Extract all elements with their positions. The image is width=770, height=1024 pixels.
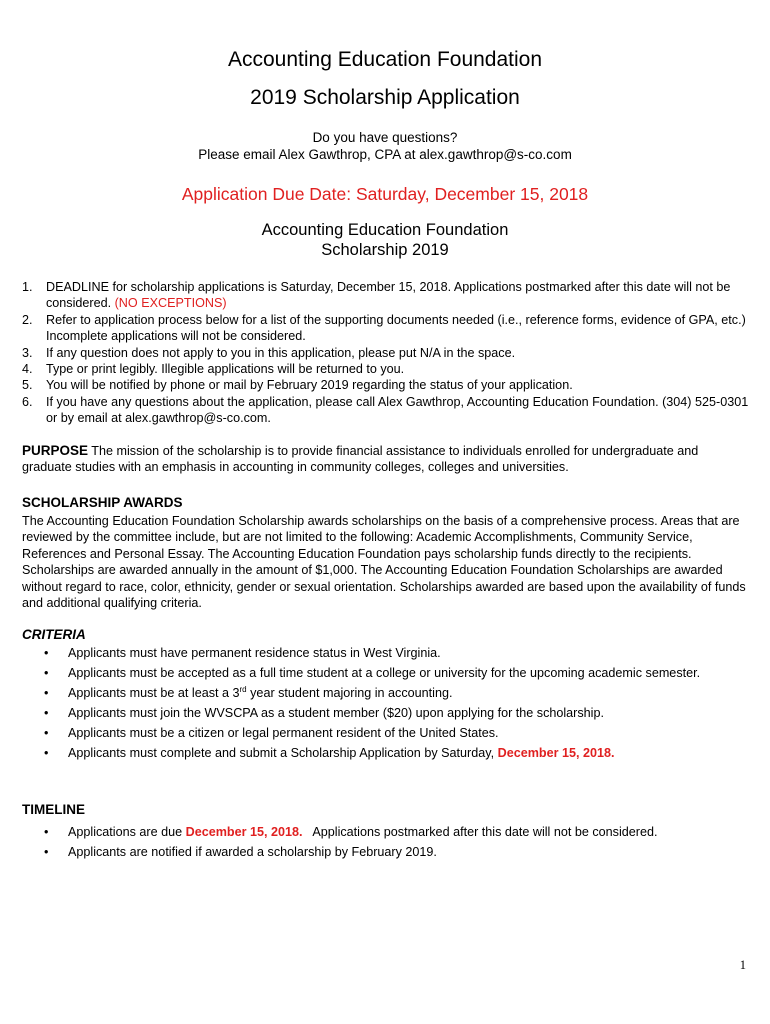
list-item [22, 645, 750, 661]
item-text: Refer to application process below for a list of the supporting documents needed (i.e., reference forms, evidence of GPA, etc.) Incomplete applications will not be considered. [46, 312, 746, 344]
instructions-list [22, 279, 750, 427]
list-item [22, 665, 750, 681]
item-text: year student majoring in accounting. [246, 686, 453, 700]
list-item [22, 745, 750, 761]
item-text: Type or print legibly. Illegible applications will be returned to you. [46, 362, 405, 377]
timeline-list [22, 824, 750, 864]
deadline-date: December 15, 2018. [497, 746, 615, 760]
list-item [22, 345, 750, 361]
purpose-section [22, 443, 750, 476]
item-text: Applicants must have permanent residence status in West Virginia. [68, 646, 441, 660]
list-item [22, 312, 750, 345]
awards-heading: SCHOLARSHIP AWARDS [22, 495, 183, 510]
list-item [22, 685, 750, 701]
list-item [22, 705, 750, 721]
criteria-list [22, 645, 750, 765]
ordinal-suffix: rd [239, 685, 247, 694]
item-text: DEADLINE for scholarship applications is Saturday, December 15, 2018. Applications postmarked after this date will not be considered. [46, 280, 731, 311]
item-text: Applicants must be at least a 3 [68, 686, 240, 700]
awards-text: The Accounting Education Foundation Scholarship awards scholarships on the basis of a comprehensive process. Areas that are reviewed by the committee include, but are not limited to the following: Academic Accomplishments, Community Service, References and Personal Essay. The Accounting Education Foundation pays scholarship funds directly to the recipients. Scholarships are awarded annually in the amount of $1,000. The Accounting Education Foundation Scholarships are awarded without regard to race, color, ethnicity, gender or sexual orientation. Scholarships awarded are based upon the availability of funds and additional qualifying criteria. [22, 514, 746, 611]
item-text: Applications are due [68, 825, 186, 839]
list-item [22, 279, 750, 312]
list-item [22, 844, 750, 860]
section-title-foundation: Accounting Education Foundation [261, 221, 509, 239]
item-number: 6. [22, 394, 33, 409]
list-item [22, 394, 750, 427]
section-title-scholarship: Scholarship 2019 [321, 241, 449, 259]
item-text: Applicants must join the WVSCPA as a student member ($20) upon applying for the scholarship. [68, 706, 604, 720]
document-subtitle: 2019 Scholarship Application [250, 86, 520, 109]
page-number: 1 [739, 958, 746, 972]
contact-line: Please email Alex Gawthrop, CPA at alex.gawthrop@s-co.com [198, 147, 572, 162]
item-number: 1. [22, 280, 33, 294]
item-text: Applicants must complete and submit a Scholarship Application by Saturday, [68, 746, 498, 760]
item-number: 2. [22, 312, 33, 327]
purpose-text: The mission of the scholarship is to provide financial assistance to individuals enrolled for undergraduate and graduate studies with an emphasis in accounting in community colleges, colleges and universities. [22, 444, 699, 475]
no-exceptions-note: (NO EXCEPTIONS) [114, 296, 227, 311]
item-text: You will be notified by phone or mail by February 2019 regarding the status of your application. [46, 378, 573, 393]
timeline-heading: TIMELINE [22, 802, 85, 817]
item-text: If any question does not apply to you in this application, please put N/A in the space. [46, 345, 516, 360]
item-number: 4. [22, 362, 33, 377]
purpose-heading: PURPOSE [22, 443, 89, 458]
list-item [22, 824, 750, 840]
item-text: Applicants must be accepted as a full time student at a college or university for the upcoming academic semester. [68, 666, 701, 680]
item-text: Applicants are notified if awarded a scholarship by February 2019. [68, 845, 437, 859]
list-item [22, 361, 750, 377]
list-item [22, 377, 750, 393]
item-number: 3. [22, 345, 33, 360]
item-text: If you have any questions about the application, please call Alex Gawthrop, Accounting Education Foundation. (304) 525-0301 or by email at alex.gawthrop@s-co.com. [46, 394, 749, 426]
item-text: Applications postmarked after this date will not be considered. [302, 825, 658, 839]
criteria-heading: CRITERIA [22, 627, 86, 642]
list-item [22, 725, 750, 741]
document-title: Accounting Education Foundation [227, 48, 543, 71]
deadline-date: December 15, 2018. [185, 825, 303, 839]
questions-prompt: Do you have questions? [312, 130, 458, 145]
due-date: Application Due Date: Saturday, December 15, 2018 [181, 184, 589, 204]
item-number: 5. [22, 378, 33, 393]
item-text: Applicants must be a citizen or legal permanent resident of the United States. [68, 726, 499, 740]
